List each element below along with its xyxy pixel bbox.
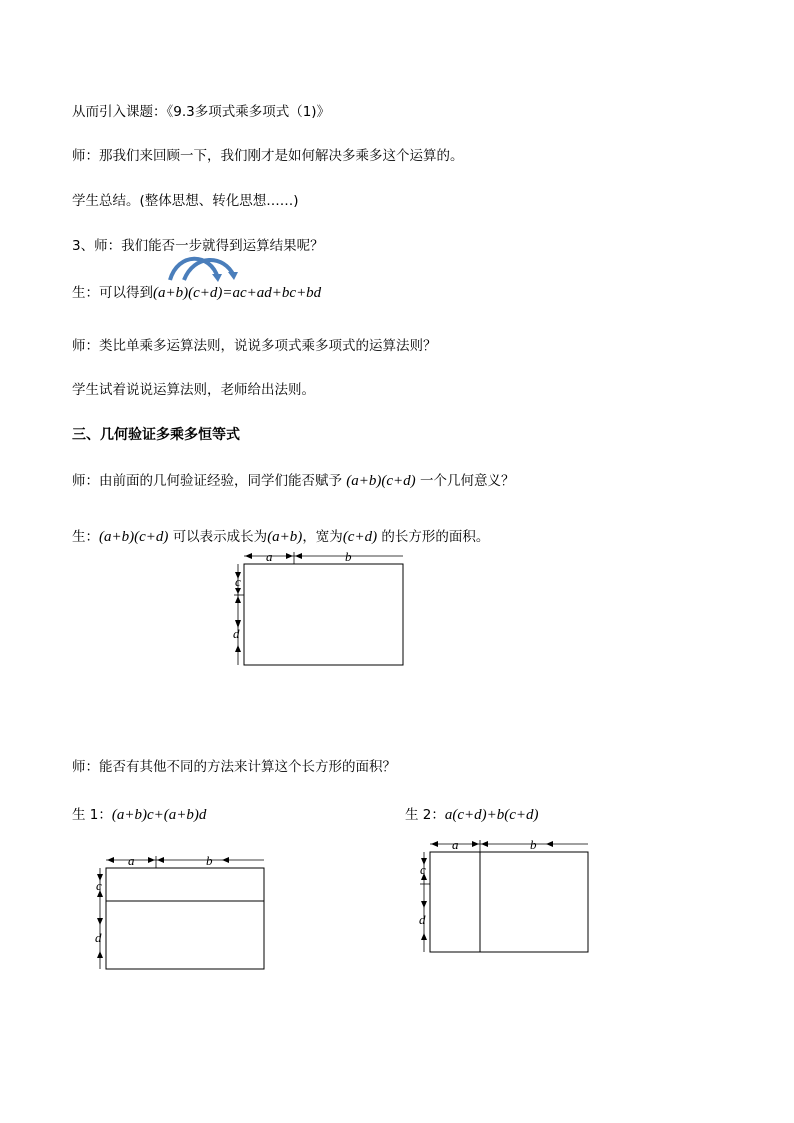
label-a: a xyxy=(266,549,273,564)
formula-segment: (a+b)c+(a+b)d xyxy=(111,807,207,823)
text-segment: 的长方形的面积。 xyxy=(381,529,490,545)
teacher-analogy: 师：类比单乘多运算法则，说说多项式乘多项式的运算法则？ xyxy=(72,338,437,354)
label-b: b xyxy=(345,549,352,564)
label-d: d xyxy=(233,626,240,641)
text-segment: 师：由前面的几何验证经验，同学们能否赋予 xyxy=(72,473,342,489)
label-b: b xyxy=(206,853,213,868)
teacher-review: 师：那我们来回顾一下，我们刚才是如何解决多乘多这个运算的。 xyxy=(72,148,464,164)
student-geometry-answer xyxy=(72,528,489,546)
distribution-arrows-icon xyxy=(160,252,250,282)
formula-segment: (c+d) xyxy=(342,529,378,545)
label-c: c xyxy=(420,862,426,877)
label-c: c xyxy=(96,878,102,893)
label-c: c xyxy=(235,574,241,589)
text-segment: ，宽为 xyxy=(302,529,343,545)
formula-segment: (a+b)(c+d) xyxy=(99,529,169,545)
formula-segment: a(c+d)+b(c+d) xyxy=(444,807,539,823)
student-answer xyxy=(72,284,321,302)
text-segment: 可以表示成长为 xyxy=(172,529,268,545)
text-segment: 生 1： xyxy=(72,807,112,823)
label-d: d xyxy=(95,930,102,945)
rectangle-diagram-student1 xyxy=(92,852,272,974)
student-rule: 学生试着说说运算法则，老师给出法则。 xyxy=(72,382,315,398)
text-segment: 一个几何意义？ xyxy=(419,473,515,489)
teacher-geometry-question xyxy=(72,472,514,490)
rectangle-diagram-student2 xyxy=(416,836,596,958)
section-heading: 三、几何验证多乘多恒等式 xyxy=(72,427,240,443)
teacher-question: 3、师：我们能否一步就得到运算结果呢？ xyxy=(72,238,324,254)
expansion-formula: (a+b)(c+d)=ac+ad+bc+bd xyxy=(153,285,322,301)
teacher-other-methods: 师：能否有其他不同的方法来计算这个长方形的面积？ xyxy=(72,759,396,775)
label-a: a xyxy=(452,837,459,852)
student1-answer xyxy=(72,806,206,824)
rectangle-diagram-main xyxy=(230,550,410,670)
label-d: d xyxy=(419,912,426,927)
label-b: b xyxy=(530,837,537,852)
topic-intro: 从而引入课题：《9.3多项式乘多项式（1)》 xyxy=(72,104,331,120)
student2-answer xyxy=(405,806,539,824)
student-summary: 学生总结。(整体思想、转化思想……) xyxy=(72,193,299,209)
text-segment: 生： xyxy=(72,529,99,545)
formula-segment: (a+b)(c+d) xyxy=(346,473,416,489)
formula-segment: (a+b) xyxy=(267,529,303,545)
text-segment: 生 2： xyxy=(405,807,445,823)
student-answer-prefix: 生：可以得到 xyxy=(72,285,153,301)
label-a: a xyxy=(128,853,135,868)
